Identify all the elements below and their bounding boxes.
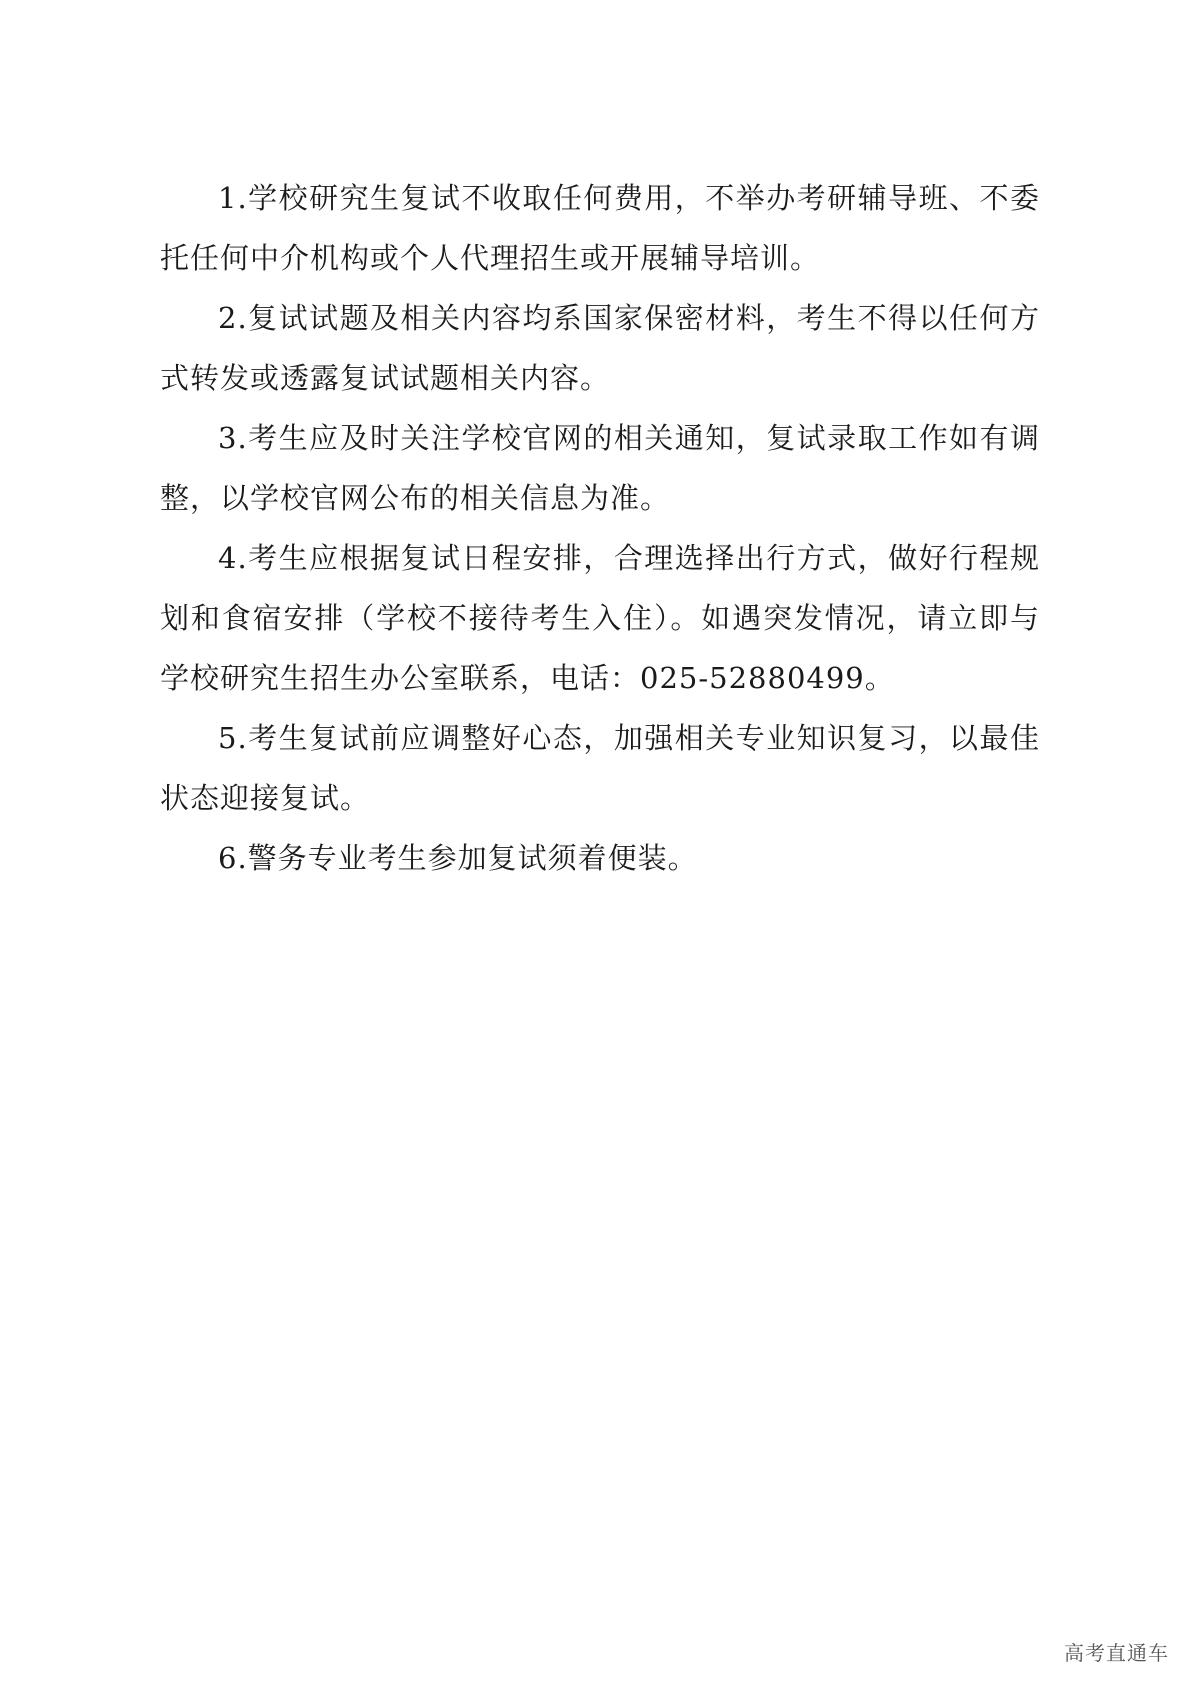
document-body (160, 168, 1040, 888)
paragraph-6: 6.警务专业考生参加复试须着便装。 (218, 841, 698, 875)
paragraph-2: 2.复试试题及相关内容均系国家保密材料，考生不得以任何方式转发或透露复试试题相关内容。 (160, 301, 1040, 395)
watermark-text: 高考直通车 (1064, 1641, 1169, 1665)
paragraph-3: 3.考生应及时关注学校官网的相关通知，复试录取工作如有调整，以学校官网公布的相关信息为准。 (160, 421, 1040, 515)
paragraph-1: 1.学校研究生复试不收取任何费用，不举办考研辅导班、不委托任何中介机构或个人代理招生或开展辅导培训。 (160, 181, 1040, 275)
paragraph-5: 5.考生复试前应调整好心态，加强相关专业知识复习，以最佳状态迎接复试。 (160, 721, 1040, 815)
paragraph-4: 4.考生应根据复试日程安排，合理选择出行方式，做好行程规划和食宿安排（学校不接待考生入住）。如遇突发情况，请立即与学校研究生招生办公室联系，电话：025-52880499。 (160, 541, 1040, 695)
